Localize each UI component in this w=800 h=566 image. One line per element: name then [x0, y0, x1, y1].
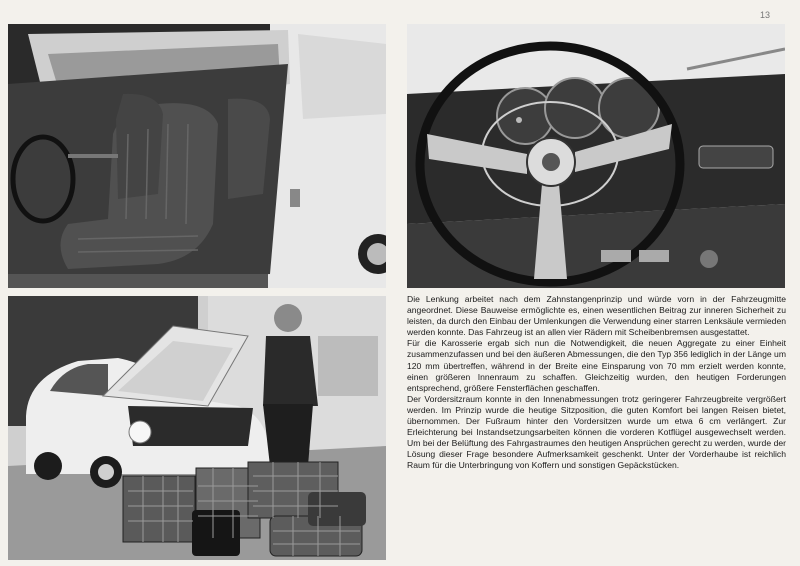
paragraph: Für die Karosserie ergab sich nun die Notwendigkeit, die neuen Aggregate zu einer Einheit zusammenzufassen und bei den äußeren Abmessungen, die den Typ 356 lediglich in der Länge um 120 mm übertreffen, während in der Breite eine Einsparung von 70 mm erzielt werden konnte, einen größeren Innenraum zu schaffen. Gleichzeitig wurden, den heutigen Forderungen entsprechend, größere Fensterflächen geschaffen. — [407, 338, 786, 393]
paragraph: Die Lenkung arbeitet nach dem Zahnstangenprinzip und würde vorn in der Fahrzeugmitte angeordnet. Diese Bauweise ermöglichte es, einen wesentlichen Beitrag zur inneren Sicherheit zu leisten, da durch den Einbau der Umlenkungen die Verwendung einer starren Lenksäule vermieden werden konnte. Das Fahrzeug ist an allen vier Rädern mit Scheibenbremsen ausgestattet. — [407, 294, 786, 338]
body-text — [407, 294, 786, 562]
paragraph: Der Vordersitzraum konnte in den Innenabmessungen trotz geringerer Fahrzeugbreite vergrößert werden. Im Prinzip wurde die heutige Sitzposition, die guten Komfort bei langen Reisen bietet, übernommen. Der Fußraum hinter den Vordersitzen wurde um etwa 6 cm verlängert. Zur Erleichterung bei Instandsetzungsarbeiten können die vorderen Kotflügel ausgewechselt werden. Um bei der Belüftung des Fahrgastraumes den heutigen Ansprüchen gerecht zu werden, wurde der Lösung dieser Frage besondere Aufmerksamkeit geschenkt. Unter der Vorderhaube ist reichlich Raum für die Unterbringung von Koffern und sonstigen Gepäckstücken. — [407, 393, 786, 471]
luggage-photo — [8, 296, 386, 560]
page-number: 13 — [760, 10, 771, 20]
dashboard-photo — [407, 24, 785, 288]
interior-photo — [8, 24, 386, 288]
